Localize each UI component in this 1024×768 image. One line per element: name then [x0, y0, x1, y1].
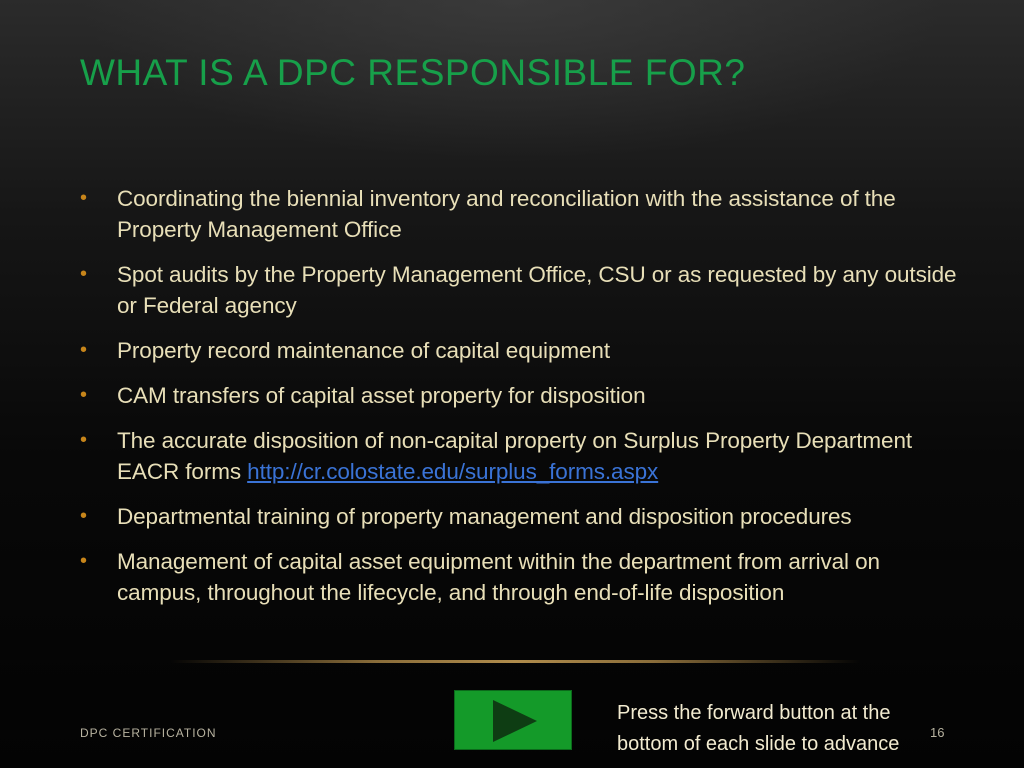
bullet-text: The accurate disposition of non-capital property on Surplus Property Department EACR forms — [117, 428, 913, 484]
bullet-item — [80, 335, 960, 366]
press-forward-note: Press the forward button at the bottom of each slide to advance — [617, 702, 900, 755]
bullet-text: Spot audits by the Property Management Office, CSU or as requested by any outside or Federal agency — [117, 262, 957, 318]
bullet-dot: • — [80, 384, 87, 406]
bullet-dot: • — [80, 187, 87, 209]
bullet-item — [80, 183, 960, 245]
bullet-item — [80, 501, 960, 532]
bullet-text: Departmental training of property management and disposition procedures — [117, 504, 852, 529]
page-number: 16 — [930, 725, 945, 740]
bullet-dot: • — [80, 339, 87, 361]
bullet-text: Management of capital asset equipment within the department from arrival on campus, throughout the lifecycle, and through end-of-life disposition — [117, 549, 880, 605]
bullet-item — [80, 380, 960, 411]
footer-label: DPC CERTIFICATION — [80, 726, 217, 740]
surplus-forms-link[interactable]: http://cr.colostate.edu/surplus_forms.aspx — [247, 459, 659, 484]
play-arrow-icon — [493, 700, 537, 742]
bullet-item — [80, 425, 960, 487]
bullet-text: CAM transfers of capital asset property for disposition — [117, 383, 646, 408]
bullet-text: Coordinating the biennial inventory and reconciliation with the assistance of the Property Management Office — [117, 186, 896, 242]
bullet-dot: • — [80, 550, 87, 572]
bullet-dot: • — [80, 429, 87, 451]
bullet-list — [80, 183, 960, 622]
slide-title: WHAT IS A DPC RESPONSIBLE FOR? — [80, 52, 746, 93]
bullet-dot: • — [80, 505, 87, 527]
bullet-text: Property record maintenance of capital equipment — [117, 338, 610, 363]
bullet-item — [80, 546, 960, 608]
footer-divider — [170, 660, 860, 663]
bullet-dot: • — [80, 263, 87, 285]
bullet-item — [80, 259, 960, 321]
forward-button[interactable] — [454, 690, 572, 750]
